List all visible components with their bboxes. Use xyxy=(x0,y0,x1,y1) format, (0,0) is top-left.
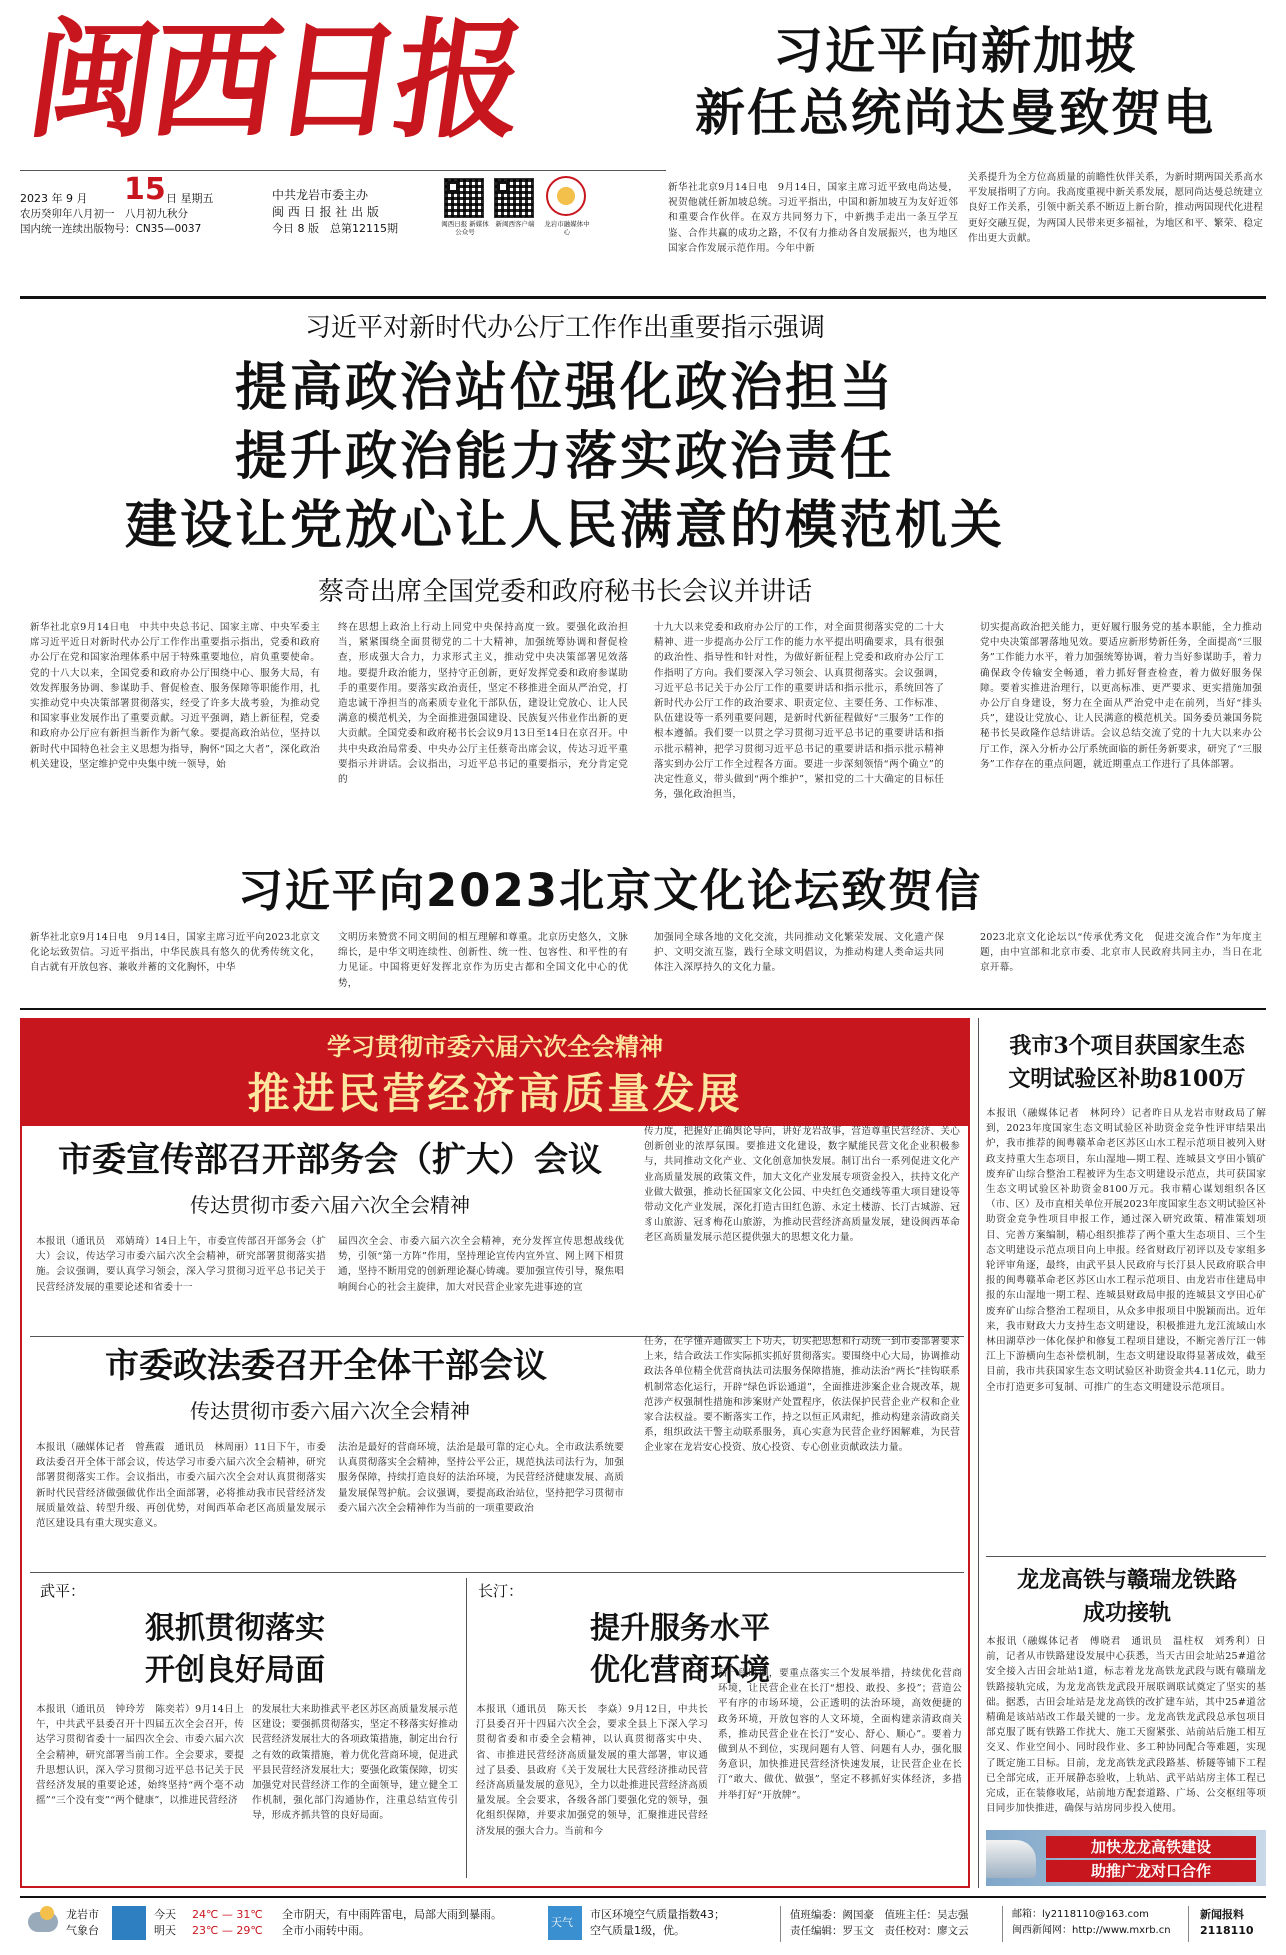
inner-rule xyxy=(986,1556,1266,1557)
logo-char: 日 xyxy=(263,6,413,156)
masthead-logo xyxy=(19,6,535,162)
date-prefix: 2023 年 9 月 xyxy=(20,192,88,205)
lead-kicker: 习近平对新时代办公厅工作作出重要指示强调 xyxy=(304,313,825,343)
railway-promo[interactable] xyxy=(986,1830,1266,1886)
air-quality-index: 市区环境空气质量指数43； xyxy=(590,1908,725,1921)
eco-headline-line: 文明试验区补助8100万 xyxy=(1008,1066,1246,1092)
railway-headline-line: 龙龙高铁与赣瑞龙铁路 xyxy=(1016,1567,1237,1593)
propaganda-subhead: 传达贯彻市委六届六次全会精神 xyxy=(190,1193,470,1217)
media-center-logo xyxy=(546,176,586,216)
issue-number: 今日 8 版 总第12115期 xyxy=(272,222,398,235)
changting-headline-line: 提升服务水平 xyxy=(590,1611,770,1646)
weather-today-desc: 全市阴天，有中雨阵雷电，局部大雨到暴雨。 xyxy=(282,1908,502,1921)
weather-tomorrow-desc: 全市小雨转中雨。 xyxy=(282,1924,370,1937)
lead-article-col: 新华社北京9月14日电 中共中央总书记、国家主席、中央军委主席习近平近日对新时代办公厅工作作出重要指示指出，党委和政府办公厅在党和国家治理体系中居于特殊重要地位，肩负重要使命。党的十八大以来，全国党委和政府办公厅围绕中心、服务大局，有效发挥服务协调、参谋助手、督促检查、服务保障等职能作用，扎实推动党中央决策部署贯彻落实，经受了许多大战考验，为推动党和国家事业发展作出了重要贡献。习近平强调，踏上新征程，党委和政府办公厅应有新担当新作为新气象。要提高政治站位，坚持以新时代中国特色社会主义思想为指导，胸怀“国之大者”，深化政治机关建设，坚定维护党中央集中统一领导，始 xyxy=(30,622,320,770)
lead-article-col: 十九大以来党委和政府办公厅的工作，对全面贯彻落实党的二十大精神、进一步提高办公厅工作的能力水平提出明确要求，具有很强的政治性、指导性和针对性，为做好新征程上党委和政府办公厅工作指明了方向。我们要深入学习领会、认真贯彻落实。会议强调，习近平总书记关于办公厅工作的重要讲话和指示批示，系统回答了新时代办公厅工作的政治要求、职责定位、主要任务、工作标准、队伍建设等一系列重要问题，是新时代新征程做好“三服务”工作的根本遵循。我们要一以贯之学习贯彻习近平总书记的重要讲话和指示批示精神，把学习贯彻习近平总书记的重要讲话和指示批示精神落实到办公厅工作全过程各方面。要进一步深刻领悟“两个确立”的决定性意义，带头做到“两个维护”，紧扣党的二十大确定的目标任务，强化政治担当， xyxy=(654,622,944,801)
lead-article-col: 切实提高政治把关能力，更好履行服务党的基本职能，全力推动党中央决策部署落地见效。要适应新形势新任务，全面提高“三服务”工作能力水平，着力加强统筹协调，着力当好参谋助手，着力确保政令传输安全畅通，着力抓好督查检查，着力做好服务保障。要着实推进治理行，以更高标准、更严要求、更实措施加强办公厅自身建设，努力在全面从严治党中走在前列，当好“排头兵”，建设让党放心、让人民满意的模范机关。国务委员兼国务院秘书长吴政隆作总结讲话。会议总结交流了党的十九大以来办公厅工作，深入分析办公厅系统面临的新任务新要求，研究了“三服务”工作存在的重点问题，就近期重点工作进行了具体部署。 xyxy=(980,622,1262,770)
hotline-number[interactable]: 2118110 xyxy=(1200,1924,1254,1937)
wuping-headline-line: 狠抓贯彻落实 xyxy=(145,1611,325,1646)
weather-label-icon xyxy=(112,1906,146,1940)
editor-line: 值班编委：阙国豪 值班主任：吴志强 xyxy=(790,1909,969,1921)
wuping-col: 本报讯（通讯员 钟玲芳 陈奕若）9月14日上午，中共武平县委召开十四届五次全会召开，传达学习贯彻省委十一届四次全会、市委六届六次全会精神，研究部署当前工作。全会要求，要提升思想认识，深入学习贯彻习近平总书记关于民营经济发展的重要论述，始终坚持“两个毫不动摇”“三个没有变”“两个健康”，以推进民营经济 xyxy=(36,1704,244,1807)
railway-promo-line: 助推广龙对口合作 xyxy=(1046,1860,1256,1882)
weather-sun-icon xyxy=(40,1906,54,1920)
railway-headline-line: 成功接轨 xyxy=(1082,1600,1171,1626)
politics-col: 法治是最好的营商环境，法治是最可靠的定心丸。全市政法系统要认真贯彻落实全会精神，坚持公平公正，规范执法司法行为，加强服务保障，持续打造良好的法治环境，为民营经济健康发展、高质量发展保驾护航。会议强调，要提高政治站位，坚持把学习贯彻市委六届六次全会精神作为当前的一项重要政治 xyxy=(338,1442,624,1514)
footer xyxy=(20,1900,1266,1950)
hotline-label: 新闻报料 xyxy=(1200,1908,1244,1921)
footer-divider xyxy=(1188,1906,1189,1942)
right-column-rule xyxy=(978,1018,979,1888)
publisher-1: 中共龙岩市委主办 xyxy=(272,188,369,202)
lead-subhead: 蔡奇出席全国党委和政府秘书长会议并讲话 xyxy=(317,577,812,607)
weather-station: 气象台 xyxy=(66,1924,99,1937)
contact-email[interactable]: 邮箱：ly2118110@163.com xyxy=(1012,1909,1149,1920)
banner-kicker: 学习贯彻市委六届六次全会精神 xyxy=(327,1033,663,1061)
top-article-col: 关系提升为全方位高质量的前瞻性伙伴关系，为新时期两国关系高水平发展指明了方向。我高度重视中新关系发展，愿同尚达曼总统建立良好工作关系，引领中新关系不断迈上新台阶，推动两国现代化进程更好交融互促，为两国人民带来更多福祉，为地区和平、繁荣、稳定作出更大贡献。 xyxy=(968,172,1263,244)
politics-col: 本报讯（融媒体记者 曾燕霞 通讯员 林周丽）11日下午，市委政法委召开全体干部会议，传达学习市委六届六次全会精神，研究部署贯彻落实工作。会议指出，市委六届六次全会对认真贯彻落实新时代民营经济做强做优作出全面部署，必将推动我市民营经济发展质量效益、转型升级、再创优势，对闽西革命老区高质量发展示范区建设具有重大现实意义。 xyxy=(36,1442,326,1530)
section-rule xyxy=(20,296,1266,299)
contact-website[interactable]: 闽西新闻网：http://www.mxrb.cn xyxy=(1012,1925,1171,1936)
wuping-place: 武平： xyxy=(40,1582,86,1600)
media-center-label: 龙岩市融媒体中心 xyxy=(544,220,590,236)
air-quality-label: 天气 xyxy=(551,1916,573,1929)
publisher-block xyxy=(272,186,412,236)
propaganda-col: 届四次全会、市委六届六次全会精神，充分发挥宣传思想战线优势，引领“第一方阵”作用，坚持理论宣传内宣外宣、网上网下相贯通，坚持不断用党的创新理论凝心铸魂。要加强宣传引导，聚焦唱响闽台心的社会主旋律，加大对民营企业家先进事迹的宣 xyxy=(338,1236,624,1293)
lead-headline-line: 提高政治站位强化政治担当 xyxy=(234,358,895,418)
weather-today-temp: 24℃ — 31℃ xyxy=(192,1908,263,1921)
changting-place: 长汀： xyxy=(478,1582,524,1600)
lunar-date: 农历癸卯年八月初一 八月初九秋分 xyxy=(20,208,188,220)
date-day: 15 xyxy=(124,172,166,207)
weather-tomorrow-label: 明天 xyxy=(154,1924,176,1937)
section-rule xyxy=(20,1008,1266,1010)
politics-headline[interactable]: 市委政法委召开全体干部会议 xyxy=(105,1346,547,1386)
changting-headline-line: 优化营商环境 xyxy=(590,1653,770,1688)
qr-code-app[interactable] xyxy=(494,178,534,218)
top-headline-line: 习近平向新加坡 xyxy=(773,22,1137,80)
footer-divider xyxy=(780,1906,781,1942)
politics-subhead: 传达贯彻市委六届六次全会精神 xyxy=(190,1399,470,1423)
cn-number: 国内统一连续出版物号：CN35—0037 xyxy=(20,223,202,235)
date-block xyxy=(20,174,220,236)
railway-article-body: 本报讯（融媒体记者 傅晓君 通讯员 温柱权 刘秀利）日前，记者从市铁路建设发展中心获悉，当天古田会址站25#道岔安全接入古田会址站1道，标志着龙龙高铁龙武段与既有赣瑞龙铁路接轨完成，为龙龙高铁龙武段开展联调联试奠定了坚实的基础。据悉，古田会址站是龙龙高铁的改扩建车站，其中25#道岔精确是该站站改工作最关键的一步。龙龙高铁龙武段总承包项目部克服了既有铁路工作扰大、施工天窗紧张、站前站后施工相互交叉、作业空间小、同时段作业、多工种协同配合等难题，实现了既定施工目标。目前，龙龙高铁龙武段路基、桥隧等铺下工程已全部完成，正开展静态验收，上轨站、武平站站房主体工程已完成，正在装修收尾，站前地方配套道路、广场、公交枢纽等项目同步加快推进，确保与站房同步投入使用。 xyxy=(986,1636,1266,1815)
wuping-col: 的发展壮大来助推武平老区苏区高质量发展示范区建设；要强抓贯彻落实，坚定不移落实好推动民营经济发展壮大的各项政策措施，制定出台行之有效的政策措施，着力优化营商环境，促进武平县民营经济发展壮大；要强化政策保障，切实加强党对民营经济工作的全面领导，建立健全工作机制，强化部门沟通协作，注重总结宣传引导，形成齐抓共管的良好局面。 xyxy=(252,1704,458,1822)
footer-divider xyxy=(1002,1906,1003,1942)
weather-tomorrow-temp: 23℃ — 29℃ xyxy=(192,1924,263,1937)
wuping-headline[interactable] xyxy=(70,1608,400,1692)
railway-headline[interactable] xyxy=(986,1564,1268,1630)
propaganda-col: 传力度，把握好正确舆论导向，讲好龙岩故事，营造尊重民营经济、关心创新创业的浓厚氛围。要推进文化建设，数字赋能民营文化企业积极参与，共同推动文化产业、文化创意加快发展。制订出台一系列促进文化产业高质量发展的政策文件，加大文化产业发展专项资金投入，扶持文化产业做大做强，推动长征国家文化公园、中央红色交通线等重大项目建设等带动文化产业发展，深化打造古田红色游、永定土楼游、长汀古城游、冠豸山旅游、冠豸梅花山旅游，为推动民营经济高质量发展，建设闽西革命老区高质量发展示范区提供强大的思想文化力量。 xyxy=(644,1126,960,1244)
logo-char: 西 xyxy=(141,6,291,156)
culture-article-col: 文明历来赞赏不同文明间的相互理解和尊重。北京历史悠久，文脉绵长，是中华文明连续性、创新性、统一性、包容性、和平性的有力见证。中国将更好发挥北京作为历史古都和全国文化中心的优势， xyxy=(338,932,628,989)
propaganda-headline[interactable]: 市委宣传部召开部务会（扩大）会议 xyxy=(58,1140,602,1180)
railway-promo-train xyxy=(986,1840,1036,1878)
top-headline[interactable] xyxy=(660,20,1250,144)
lead-article-col: 终在思想上政治上行动上同党中央保持高度一致。要强化政治担当，紧紧围绕全面贯彻党的二十大精神，加强统筹协调和督促检查，形成强大合力，力求形式主义，推动党中央决策部署见效落地。要提升政治能力，坚持守正创新，更好发挥党委和政府参谋助手的重要作用。要落实政治责任，坚定不移推进全面从严治党，打造忠诚干净担当的高素质专业化干部队伍，建设让党放心、让人民满意的模范机关，为全面推进强国建设、民族复兴伟业作出新的更大贡献。全国党委和政府秘书长会议9月13日至14日在京召开。中共中央政治局常委、中央办公厅主任蔡奇出席会议，传达习近平重要指示并讲话。会议指出，习近平总书记的重要指示，充分肯定党的 xyxy=(338,622,628,786)
weather-city: 龙岩市 xyxy=(66,1908,99,1921)
date-suffix: 日 星期五 xyxy=(166,192,214,205)
culture-article-col: 2023北京文化论坛以“传承优秀文化 促进交流合作”为年度主题，由中宣部和北京市委、北京市人民政府共同主办，当日在北京开幕。 xyxy=(980,932,1262,974)
masthead-rule xyxy=(20,170,666,171)
eco-article-body: 本报讯（融媒体记者 林阿玲）记者昨日从龙岩市财政局了解到，2023年度国家生态文明试验区补助资金竞争性评审结果出炉，我市推荐的闽粤赣革命老区苏区山水工程示范项目被列入财政支持重大生态项目，东山湿地—期工程、连城县文亨田小镇矿废弃矿山综合整治工程被评为生态文明建设示范点，共可获国家生态文明试验区补助资金8100万元。我市精心谋划组织各区（市、区）及市直相关单位开展2023年度国家生态文明试验区补助资金竞争性项目申报工作，通过深入研究政策、精准策划项目、完善方案编制，精心组织推荐了两个重大生态项目、三个生态文明建设示范点项目向上申报。经省财政厅初评以及专家组多轮评审角逐，最终，由武平县人民政府与长汀县人民政府联合申报的闽粤赣革命老区苏区山水工程示范项目、由龙岩市住建局申报的东山湿地一期工程、连城县财政局申报的连城县文亨田心矿废弃矿山综合整治工程项目，从众多申报项目中脱颖而出。近年来，我市财政大力支持生态文明建设，积极推进九龙江流域山水林田湖草沙一体化保护和修复工程项目建设，不断完善厅江一韩江上下游横向生态补偿机制，生态文明建设取得显著成效，截至目前，我市共获国家生态文明试验区补助资金共4.11亿元，助力全市打造更多可复制、可推广的生态文明建设示范项目。 xyxy=(986,1108,1266,1393)
railway-promo-line: 加快龙龙高铁建设 xyxy=(1046,1836,1256,1858)
eco-headline[interactable] xyxy=(986,1030,1268,1096)
top-headline-line: 新任总统尚达曼致贺电 xyxy=(695,84,1215,142)
culture-article-col: 新华社北京9月14日电 9月14日，国家主席习近平向2023北京文化论坛致贺信。习近平指出，中华民族具有悠久的优秀传统文化，自古就有开放包容、兼收并蓄的文化胸怀，中华 xyxy=(30,932,320,974)
propaganda-col: 本报讯（通讯员 邓婧琦）14日上午，市委宣传部召开部务会（扩大）会议，传达学习市委六届六次全会精神，研究部署贯彻落实措施。会议强调，要认真学习领会，深入学习贯彻习近平总书记关于民营经济发展的重要论述和省委十一 xyxy=(36,1236,326,1293)
inner-rule xyxy=(30,1572,964,1573)
masthead xyxy=(19,6,550,172)
lead-headline-line: 提升政治能力落实政治责任 xyxy=(234,427,895,487)
logo-char: 报 xyxy=(385,6,535,156)
changting-col: 后一段时期，要重点落实三个发展举措，持续优化营商环境，让民营企业在长汀“想投、敢投、多投”；营造公平有序的市场环境，公正透明的法治环境，高效便捷的政务环境，开放包容的人文环境，全面构建亲清政商关系，推动民营企业在长汀“安心、舒心、顺心”。要着力做到从不到位，实现问题有人管、问题有人办，强化服务意识，加快推进民营经济快速发展，让民营企业在长汀“敢大、做优、做强”，坚定不移抓好实体经济，多措并举打好“开放牌”。 xyxy=(718,1668,962,1801)
banner-title: 推进民营经济高质量发展 xyxy=(247,1069,743,1118)
culture-article-col: 加强同全球各地的文化交流，共同推动文化繁荣发展、文化遗产保护、文明交流互鉴，践行全球文明倡议，为推动构建人类命运共同体注入深厚持久的文化力量。 xyxy=(654,932,944,974)
footer-rule xyxy=(20,1896,1266,1898)
qr-label: 闽西日报 新媒体公众号 xyxy=(441,220,489,236)
inner-vertical-rule xyxy=(466,1578,467,1878)
qr-label: 新闽西客户端 xyxy=(495,220,535,228)
culture-headline[interactable]: 习近平向2023北京文化论坛致贺信 xyxy=(237,864,983,917)
lead-headline[interactable] xyxy=(60,354,1070,561)
weather-today-label: 今天 xyxy=(154,1908,176,1921)
special-banner xyxy=(22,1020,968,1126)
logo-char: 闽 xyxy=(19,6,169,156)
wuping-headline-line: 开创良好局面 xyxy=(145,1653,325,1688)
eco-headline-line: 我市3个项目获国家生态 xyxy=(1009,1033,1245,1059)
air-quality-level: 空气质量1级，优。 xyxy=(590,1924,685,1937)
editor-line: 责任编辑：罗玉文 责任校对：廖文云 xyxy=(790,1925,969,1937)
lead-headline-line: 建设让党放心让人民满意的模范机关 xyxy=(124,496,1005,556)
qr-code-wechat[interactable] xyxy=(444,178,484,218)
changting-col: 本报讯（通讯员 陈天长 李焱）9月12日，中共长汀县委召开十四届六次全会，要求全县上下深入学习贯彻省委和市委全会精神，以认真贯彻落实中央、省、市推进民营经济高质量发展的重大部署，审议通过了县委、县政府《关于发展壮大民营经济推动民营经济高质量发展的意见》，全力以赴推进民营经济高质量发展。全会要求，各级各部门要强化党的领导，强化组织保障，并要求加强党的领导，汇聚推进民营经济发展的强大合力。当前和今 xyxy=(476,1704,708,1837)
top-article-col: 新华社北京9月14日电 9月14日，国家主席习近平致电尚达曼，祝贺他就任新加坡总统。习近平指出，中国和新加坡互为友好近邻和重要合作伙伴。在双方共同努力下，中新携手走出一条互学互鉴、合作共赢的成功之路，不仅有力推动各自发展振兴，也为地区国家合作发展示范作用。今年中新 xyxy=(668,182,958,254)
politics-col: 任务，在学懂弄通做实上下功夫，切实把思想和行动统一到市委部署要求上来，结合政法工作实际抓实抓好贯彻落实。要围绕中心大局，协调推动政法各单位精全优营商执法司法服务保障措施，推动法治“两长”挂钩联系机制常态化运行，开辟“绿色诉讼通道”，全面推进涉案企业合规改革，规范涉产权强制性措施和涉案财产处置程序，依法保护民营企业产权和企业家合法权益。要不断落实工作，持之以恒正风肃纪，推动构建亲清政商关系，组织政法干警主动联系服务，真心实意为民营企业纾困解难，为民营企业家在龙岩安心投资、放心投资、专心创业贡献政法力量。 xyxy=(644,1336,960,1454)
publisher-2: 闽 西 日 报 社 出 版 xyxy=(272,205,379,219)
